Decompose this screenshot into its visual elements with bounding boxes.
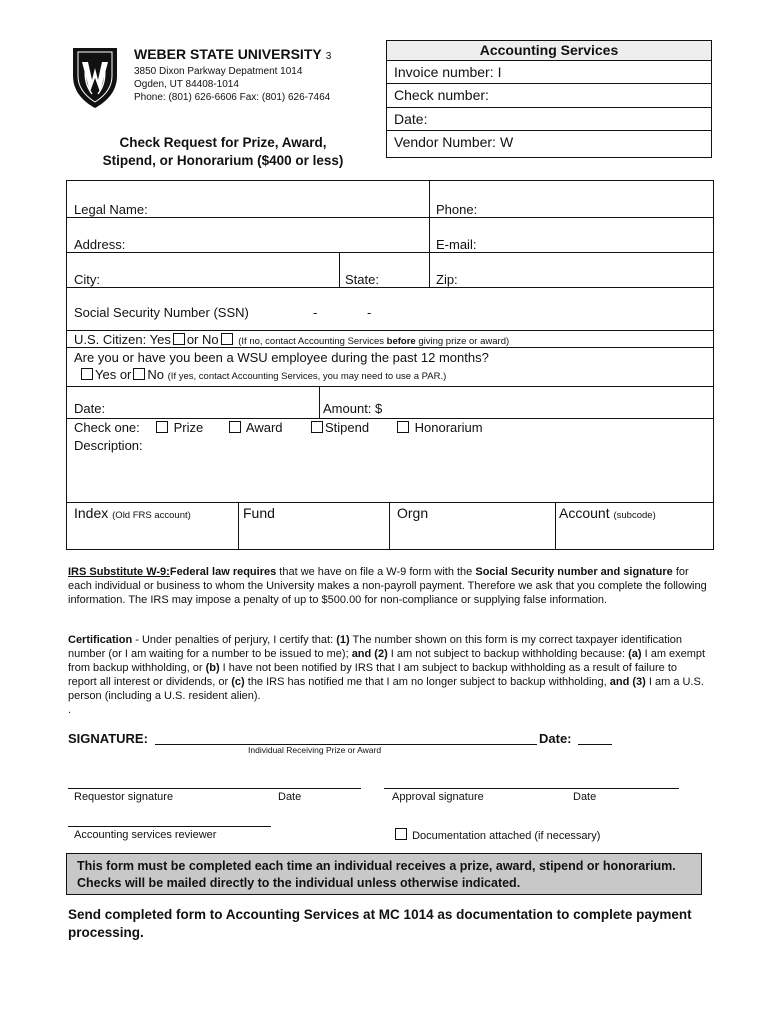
- citizen-note: (If no, contact Accounting Services before giving prize or award): [238, 336, 510, 347]
- ssn-dash: -: [367, 305, 372, 320]
- citizen-yes-checkbox[interactable]: [173, 333, 185, 345]
- check-one-row: Check one:: [74, 420, 140, 435]
- documentation-row: Documentation attached (if necessary): [393, 828, 600, 842]
- signature-caption: Individual Receiving Prize or Award: [248, 745, 382, 755]
- account-field[interactable]: Account (subcode): [559, 505, 656, 521]
- irs-w9-paragraph: IRS Substitute W-9:Federal law requires that we have on file a W-9 form with the Social Security number and signature for each individual or business to whom the University makes a non-payroll payment. Therefore we ask that you complete the following information. The IRS may impose a penalty of up to $500.00 for non-compliance or supplying false information.: [68, 566, 707, 606]
- city-field[interactable]: City:: [74, 272, 100, 287]
- citizen-no-checkbox[interactable]: [221, 333, 233, 345]
- address-field[interactable]: Address:: [74, 237, 126, 252]
- approval-signature-label: Approval signature: [392, 791, 484, 803]
- check-number-field[interactable]: Check number:: [387, 84, 711, 107]
- ssn-dash: -: [313, 305, 318, 320]
- certification-paragraph: Certification - Under penalties of perjury, I certify that: (1) The number shown on this form is my correct taxpayer identification number (or I am waiting for a number to be issued to me); and (2) I am not subject to backup withholding because: (a) I am exempt from backup withholding, or (b) I have not been notified by IRS that I am subject to backup withholding as a result of failure to report all interest or dividends, or (c) the IRS has notified me that I am no longer subject to backup withholding, and (3) I am a U.S. person (including a U.S. resident alien). .: [68, 634, 706, 716]
- ssn-field[interactable]: Social Security Number (SSN): [74, 305, 249, 320]
- form-title: Check Request for Prize, Award, Stipend, or Honorarium ($400 or less): [102, 135, 344, 168]
- phone-field[interactable]: Phone:: [436, 202, 478, 217]
- accounting-date-field[interactable]: Date:: [387, 108, 711, 131]
- employee-no-checkbox[interactable]: [133, 368, 145, 380]
- approval-date-label: Date: [573, 791, 597, 803]
- zip-field[interactable]: Zip:: [436, 272, 458, 287]
- university-name: WEBER STATE UNIVERSITY 3: [134, 46, 332, 62]
- accounting-services-box: [386, 40, 712, 158]
- payee-form: [66, 180, 714, 550]
- employee-note: (If yes, contact Accounting Services, you may need to use a PAR.): [167, 371, 447, 382]
- orgn-field[interactable]: Orgn: [397, 505, 429, 521]
- legal-name-field[interactable]: Legal Name:: [74, 202, 148, 217]
- accounting-services-title: Accounting Services: [387, 41, 711, 61]
- index-field[interactable]: Index (Old FRS account): [74, 505, 191, 521]
- award-option[interactable]: Award: [227, 420, 283, 435]
- reviewer-signature-line[interactable]: [68, 826, 271, 827]
- signature-label: SIGNATURE:: [68, 731, 148, 746]
- description-field[interactable]: Description:: [74, 438, 143, 453]
- approval-signature-line[interactable]: [384, 788, 679, 789]
- weber-state-logo-icon: [70, 46, 120, 110]
- fund-field[interactable]: Fund: [243, 505, 275, 521]
- employee-question: Are you or have you been a WSU employee during the past 12 months?: [74, 350, 489, 365]
- employee-yes-checkbox[interactable]: [81, 368, 93, 380]
- reviewer-label: Accounting services reviewer: [74, 829, 217, 841]
- stipend-option[interactable]: Stipend: [309, 420, 369, 435]
- requestor-date-label: Date: [278, 791, 302, 803]
- award-checkbox[interactable]: [229, 421, 241, 433]
- stipend-checkbox[interactable]: [311, 421, 323, 433]
- employee-answer-row: Yes or No (If yes, contact Accounting Services, you may need to use a PAR.): [79, 367, 446, 382]
- prize-option[interactable]: Prize: [154, 420, 203, 435]
- send-instructions: Send completed form to Accounting Services at MC 1014 as documentation to complete payment processing.: [68, 907, 692, 940]
- state-field[interactable]: State:: [345, 272, 379, 287]
- payment-date-field[interactable]: Date:: [74, 401, 106, 416]
- signature-date-label: Date:: [539, 731, 572, 746]
- requestor-signature-line[interactable]: [68, 788, 361, 789]
- amount-field[interactable]: Amount: $: [323, 401, 383, 416]
- honorarium-option[interactable]: Honorarium: [395, 420, 483, 435]
- signature-date-line[interactable]: [578, 744, 612, 745]
- requestor-signature-label: Requestor signature: [74, 791, 174, 803]
- vendor-number-field[interactable]: Vendor Number: W: [394, 134, 514, 151]
- university-address: 3850 Dixon Parkway Depatment 1014 Ogden, UT 84408-1014 Phone: (801) 626-6606 Fax: (801) 626-7464: [134, 66, 331, 103]
- us-citizen-row: U.S. Citizen: Yes or No (If no, contact Accounting Services before giving prize or award): [74, 332, 510, 347]
- invoice-number-field[interactable]: Invoice number: I: [387, 61, 711, 84]
- honorarium-checkbox[interactable]: [397, 421, 409, 433]
- prize-checkbox[interactable]: [156, 421, 168, 433]
- email-field[interactable]: E-mail:: [436, 237, 477, 252]
- notice-box: This form must be completed each time an individual receives a prize, award, stipend or honorarium. Checks will be mailed directly to the individual unless otherwise indicated.: [66, 853, 702, 895]
- documentation-checkbox[interactable]: [395, 828, 407, 840]
